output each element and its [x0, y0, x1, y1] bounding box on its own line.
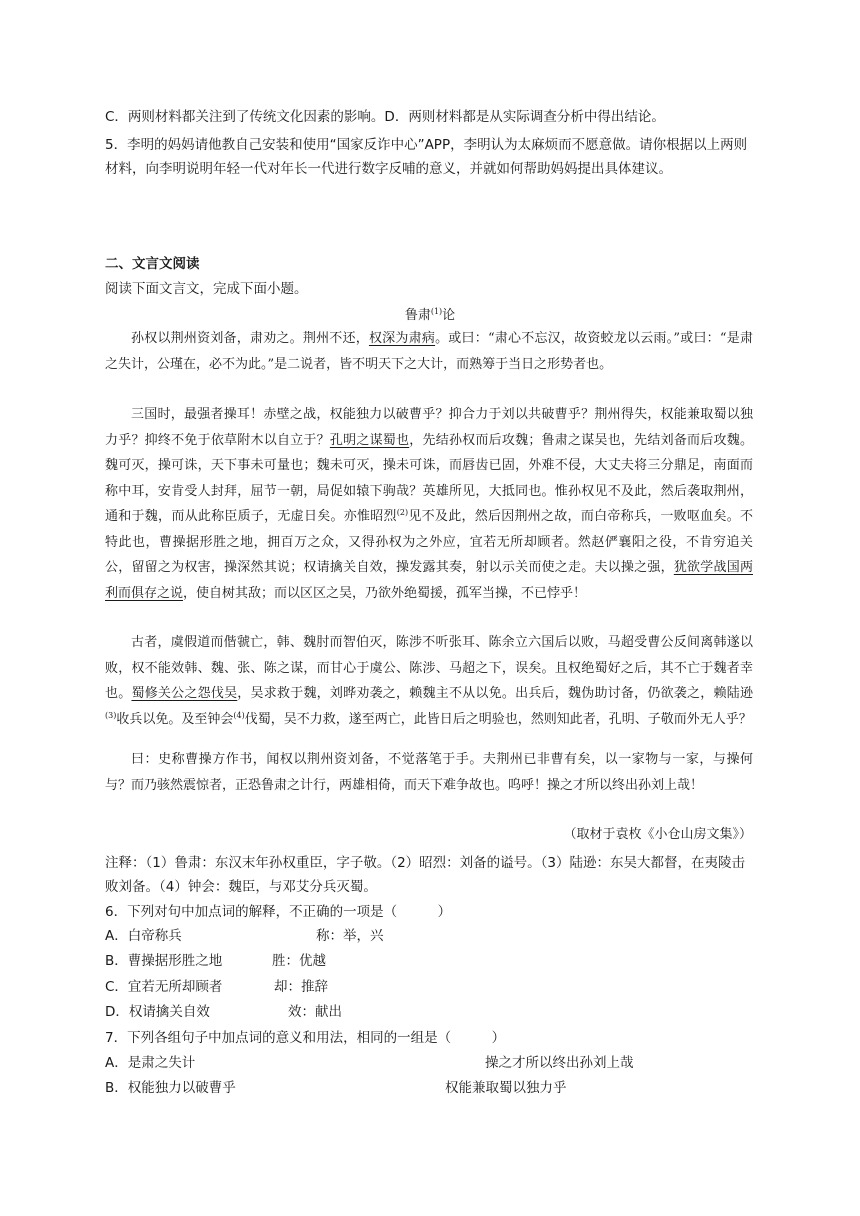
- question-6-option-b-gloss: 胜：优越: [272, 953, 326, 969]
- question-6-option-d-gloss: 效：献出: [288, 1004, 342, 1020]
- question-7-stem: 7．下列各组句子中加点词的意义和用法，相同的一组是（ ）: [105, 1030, 506, 1046]
- underlined-sentence: 孔明之谋蜀也: [329, 432, 410, 448]
- passage-paragraph-4: 曰：史称曹操方作书，闻权以荆州资刘备，不觉落笔于手。夫荆州已非曹有矣，以一家物与一家，与操何与？而乃骇然震惊者，正恐鲁肃之计行，两雄相倚，而天下难争故也。呜呼！操之才所以终出孙刘上哉！: [105, 752, 753, 793]
- underlined-sentence: 犹欲学战国两利而俱存之说: [105, 560, 753, 601]
- passage-paragraph-1: 孙权以荆州资刘备，肃劝之。荆州不还，权深为肃病。或曰：“肃心不忘汉，故资蛟龙以云雨。”或曰：“是肃之失计，公瑾在，必不为此。”是二说者，皆不明天下之大计，而熟筹于当日之形势者也。: [105, 331, 753, 372]
- question-5: 5．李明的妈妈请他教自己安装和使用“国家反诈中心”APP，李明认为太麻烦而不愿意做。请你根据以上两则材料，向李明说明年轻一代对年长一代进行数字反哺的意义，并就如何帮助妈妈提出具体建议。: [105, 137, 748, 177]
- underlined-sentence: 权深为肃病: [368, 331, 436, 346]
- question-6-option-d: D．权请擒关自效: [105, 1004, 210, 1020]
- passage-paragraph-2: 三国时，最强者操耳！赤壁之战，权能独力以破曹乎？抑合力于刘以共破曹乎？荆州得失，权能兼取蜀以独力乎？抑终不免于依草附木以自立于？孔明之谋蜀也，先结孙权而后攻魏；鲁肃之谋吴也，先结刘备而后攻魏。魏可灭，操可诛，天下事未可量也；魏未可灭，操未可诛，而唇齿已固，外难不侵，大丈夫将三分鼎足，南面而称中耳，安肯受人封拜，屈节一朝，局促如辕下驹哉？英雄所见，大抵同也。惟孙权见不及此，然后袭取荆州，通和于魏，而从此称臣质子，无虚日矣。亦惟昭烈$^{(2)}$见不及此，然后因荆州之故，而白帝称兵，一败呕血矣。不特此也，曹操据形胜之地，拥百万之众，又得孙权为之外应，宜若无所却顾者。然赵俨襄阳之役，不肯穷追关公，留留之为权害，操深然其说；权请擒关自效，操发露其奏，射以示关而使之走。夫以操之强，犹欲学战国两利而俱存之说，使自树其敌；而以区区之吴，乃欲外绝蜀援，孤军当操，不已悖乎！: [105, 407, 753, 601]
- annotations: 注释：（1）鲁肃：东汉末年孙权重臣，字子敬。（2）昭烈：刘备的谥号。（3）陆逊：东吴大都督，在夷陵击败刘备。（4）钟会：魏臣，与邓艾分兵灭蜀。: [105, 855, 746, 895]
- question-6-stem: 6．下列对句中加点词的解释，不正确的一项是（ ）: [105, 904, 452, 920]
- question-7-option-b: B．权能独力以破曹乎: [105, 1080, 236, 1096]
- question-7-option-b-pair: 权能兼取蜀以独力乎: [445, 1080, 567, 1096]
- underlined-sentence: 蜀修关公之怨伐吴: [131, 686, 238, 701]
- question-6-option-c-gloss: 却：推辞: [274, 979, 328, 995]
- passage-paragraph-3: 古者，虞假道而偕虢亡，韩、魏肘而智伯灭，陈涉不听张耳、陈余立六国后以败，马超受曹公反间离韩遂以败，权不能效韩、魏、张、陈之谋，而甘心于虞公、陈涉、马超之下，误矣。且权绝蜀好之后，其不亡于魏者幸也。蜀修关公之怨伐吴，吴求救于魏，刘晔劝袭之，赖魏主不从以免。出兵后，魏伪助讨备，仍欲袭之，赖陆逊$^{(3)}$收兵以免。及至钟会$^{(4)}$伐蜀，吴不力救，遂至两亡，此皆日后之明验也，然则知此者，孔明、子敬而外无人乎？: [105, 635, 753, 727]
- question-6-option-c: C．宜若无所却顾者: [105, 979, 223, 995]
- q4-option-cd: C．两则材料都关注到了传统文化因素的影响。D．两则材料都是从实际调查分析中得出结论。: [105, 109, 665, 125]
- question-7-option-a: A．是肃之失计: [105, 1055, 196, 1071]
- question-6-option-a-gloss: 称：举，兴: [316, 928, 384, 944]
- instruction: 阅读下面文言文，完成下面小题。: [105, 281, 308, 297]
- section-heading: 二、文言文阅读: [105, 256, 200, 272]
- question-6-option-b: B．曹操据形胜之地: [105, 953, 223, 969]
- source-citation: （取材于袁枚《小仓山房文集》）: [563, 827, 752, 842]
- passage-title: 鲁肃$^{(1)}$论: [404, 307, 456, 323]
- question-7-option-a-pair: 操之才所以终出孙刘上哉: [485, 1055, 634, 1071]
- question-6-option-a: A．白帝称兵: [105, 928, 182, 944]
